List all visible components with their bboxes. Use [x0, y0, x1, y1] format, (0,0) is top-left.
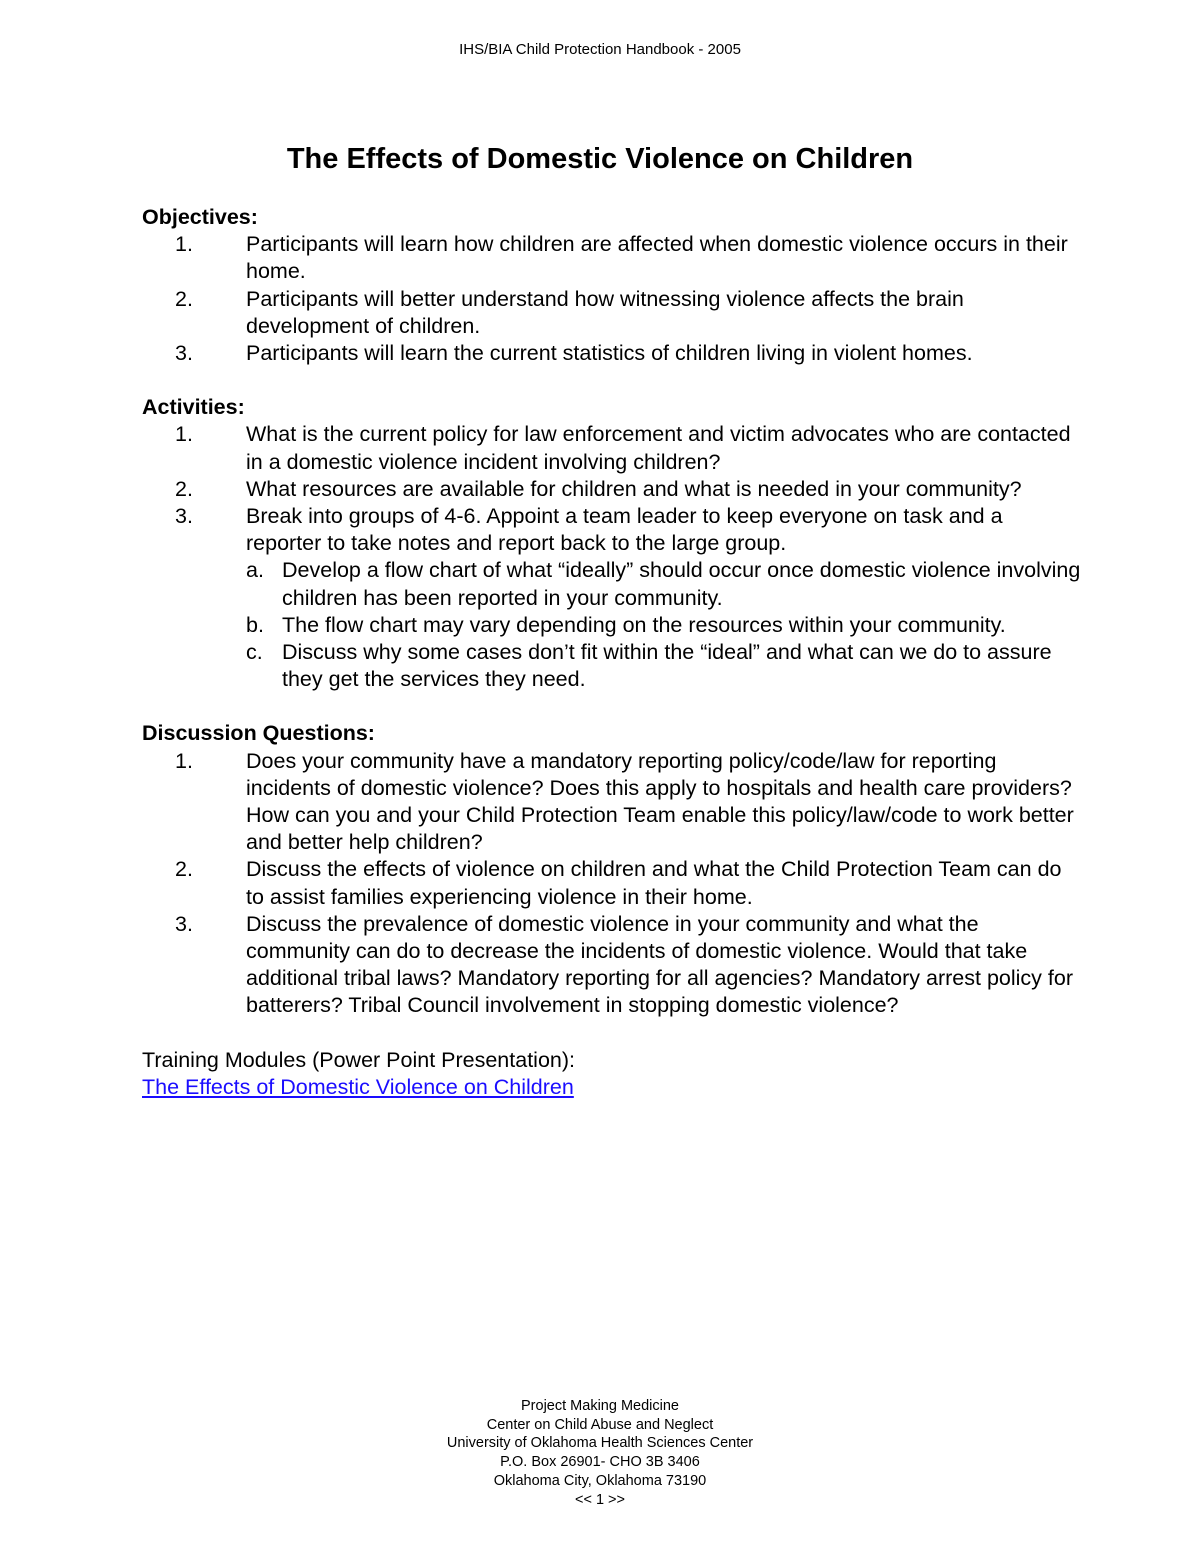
- activity-item: [142, 476, 1082, 503]
- discussion-item: [142, 911, 1082, 1020]
- footer-project: Project Making Medicine: [521, 1398, 679, 1414]
- subitem-letter: c.: [246, 640, 263, 665]
- objective-item: [142, 286, 1082, 340]
- item-text: Break into groups of 4-6. Appoint a team leader to keep everyone on task and a reporter to take notes and report back to the large group.: [246, 504, 1003, 556]
- page-number: << 1 >>: [575, 1491, 625, 1508]
- discussion-section: [142, 720, 1082, 1019]
- training-label: Training Modules (Power Point Presentation):: [142, 1047, 575, 1072]
- discussion-item: [142, 748, 1082, 857]
- footer-university: University of Oklahoma Health Sciences Center: [446, 1435, 754, 1452]
- page-footer: [0, 1397, 1200, 1509]
- item-number: 3.: [175, 341, 193, 366]
- objectives-heading: Objectives:: [142, 205, 258, 229]
- objective-item: [142, 340, 1082, 367]
- footer-po-box: P.O. Box 26901- CHO 3B 3406: [500, 1454, 700, 1471]
- item-text: Does your community have a mandatory reporting policy/code/law for reporting incidents of domestic violence? Does this apply to hospitals and health care providers? How can you and your Child Protection Team enable this policy/law/code to work better and better help children?: [246, 748, 1074, 855]
- item-text: Participants will better understand how witnessing violence affects the brain development of children.: [246, 286, 964, 338]
- item-number: 3.: [175, 504, 193, 529]
- item-text: Participants will learn how children are affected when domestic violence occurs in their home.: [246, 232, 1068, 284]
- discussion-item: [142, 856, 1082, 910]
- activity-subitem: [246, 612, 1082, 639]
- activity-subitem: [246, 557, 1082, 611]
- activities-section: [142, 394, 1082, 693]
- item-text: What resources are available for children and what is needed in your community?: [246, 476, 1022, 501]
- item-number: 3.: [175, 911, 193, 936]
- item-number: 2.: [175, 476, 193, 501]
- item-text: Discuss the prevalence of domestic violence in your community and what the community can do to decrease the incidents of domestic violence. Would that take additional tribal laws? Mandatory reporting for all agencies? Mandatory arrest policy for batterers? Tribal Council involvement in stopping domestic violence?: [246, 911, 1073, 1018]
- presentation-link[interactable]: The Effects of Domestic Violence on Children: [142, 1074, 574, 1099]
- activity-item: [142, 503, 1082, 693]
- item-text: What is the current policy for law enforcement and victim advocates who are contacted in a domestic violence incident involving children?: [246, 422, 1071, 474]
- activities-heading: Activities:: [142, 395, 245, 420]
- activity-item: [142, 421, 1082, 475]
- item-text: Discuss the effects of violence on children and what the Child Protection Team can do to assist families experiencing violence in their home.: [246, 857, 1062, 909]
- item-number: 2.: [175, 857, 193, 882]
- item-number: 2.: [175, 286, 193, 311]
- activity-subitem: [246, 639, 1082, 693]
- item-number: 1.: [175, 422, 193, 447]
- page-header: IHS/BIA Child Protection Handbook - 2005: [459, 41, 741, 58]
- training-modules: [142, 1047, 1082, 1101]
- objective-item: [142, 231, 1082, 285]
- document-body: [142, 204, 1082, 1101]
- footer-city: Oklahoma City, Oklahoma 73190: [493, 1472, 707, 1489]
- subitem-text: Discuss why some cases don’t fit within the “ideal” and what can we do to assure they get the services they need.: [282, 640, 1052, 692]
- discussion-heading: Discussion Questions:: [142, 721, 375, 746]
- item-text: Participants will learn the current statistics of children living in violent homes.: [246, 341, 973, 366]
- item-number: 1.: [175, 748, 193, 773]
- item-number: 1.: [175, 232, 193, 257]
- subitem-letter: a.: [246, 558, 264, 583]
- objectives-section: [142, 204, 1082, 367]
- footer-center: Center on Child Abuse and Neglect: [486, 1416, 714, 1433]
- subitem-text: Develop a flow chart of what “ideally” should occur once domestic violence involving children has been reported in your community.: [282, 558, 1081, 610]
- page-title: The Effects of Domestic Violence on Children: [286, 143, 914, 175]
- subitem-text: The flow chart may vary depending on the resources within your community.: [282, 612, 1006, 637]
- subitem-letter: b.: [246, 612, 264, 637]
